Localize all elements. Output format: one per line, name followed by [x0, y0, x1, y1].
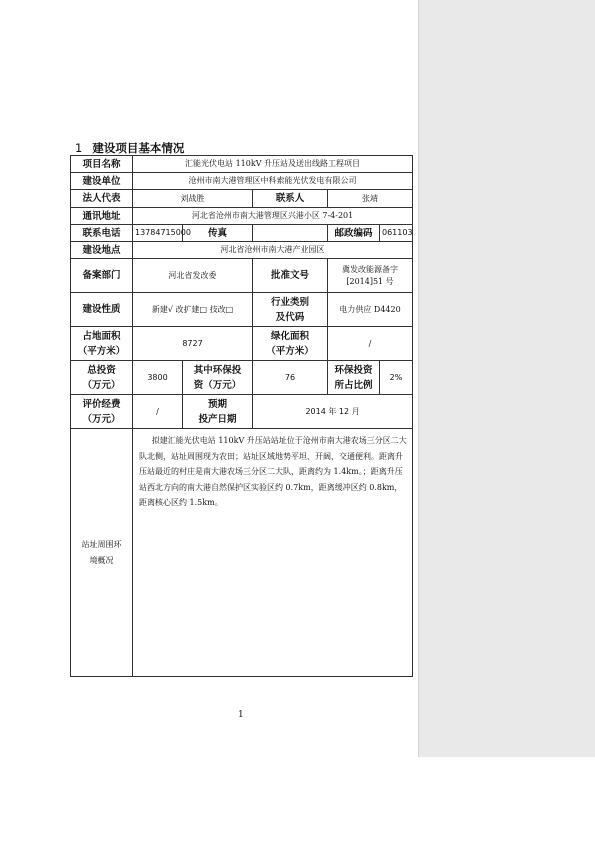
phone-value: 13784715000 [133, 225, 183, 242]
table-row [71, 361, 413, 395]
legal-rep-label: 法人代表 [71, 190, 133, 208]
eval-label-line-2: （万元） [82, 413, 121, 425]
section-title: 建设项目基本情况 [92, 141, 185, 155]
table-row [71, 242, 413, 259]
filing-label: 备案部门 [71, 259, 133, 293]
env-investment-value: 76 [253, 361, 328, 395]
postal-value: 061103 [380, 225, 413, 242]
env-investment-label [183, 361, 253, 395]
surroundings-text: 拟建汇能光伏电站 110kV 升压站站址位于沧州市南大港农场三分区二大队北侧，站址周围现为农田；站址区域地势平坦、开阔，交通便利。距离升压站最近的村庄是南大港农场三分区二大队，距离约为 1.4km。；距离升压站西北方向的南大港自然保护区实验区约 0.7km，距离缓冲区约 0.8km，距离核心区约 1.5km。 [139, 436, 407, 507]
date-label-line-2: 投产日期 [198, 413, 237, 425]
investment-value: 3800 [133, 361, 183, 395]
green-label-line-2: （平方米） [266, 345, 314, 357]
table-row [71, 156, 413, 173]
surroundings-label [71, 429, 133, 677]
area-value: 8727 [133, 327, 253, 361]
table-row [71, 173, 413, 190]
production-date-label [183, 395, 253, 429]
eval-label-line-1: 评价经费 [82, 398, 121, 410]
green-area-label [253, 327, 328, 361]
legal-rep-value: 刘战胜 [133, 190, 253, 208]
surroundings-label-line-2: 境概况 [89, 555, 114, 565]
surroundings-label-line-1: 站址周围环 [81, 539, 122, 549]
industry-label-line-1: 行业类别 [270, 296, 309, 308]
fax-label: 传真 [183, 225, 253, 242]
table-row [71, 395, 413, 429]
table-row [71, 225, 413, 242]
eval-fee-label [71, 395, 133, 429]
approval-value [328, 259, 413, 293]
eval-fee-value: / [133, 395, 183, 429]
investment-label-line-1: 总投资 [87, 364, 116, 376]
table-row [71, 259, 413, 293]
area-label-line-1: 占地面积 [82, 330, 121, 342]
nature-value: 新建√ 改扩建□ 技改□ [133, 293, 253, 327]
contact-label: 联系人 [253, 190, 328, 208]
approval-line-1: 冀发改能源备字 [342, 264, 399, 274]
table-row [71, 429, 413, 677]
section-heading [75, 140, 184, 156]
industry-value: 电力供应 D4420 [328, 293, 413, 327]
location-value: 河北省沧州市南大港产业园区 [133, 242, 413, 259]
green-area-value: / [328, 327, 413, 361]
env-ratio-label [328, 361, 380, 395]
ratio-label-line-2: 所占比例 [334, 379, 373, 391]
green-label-line-1: 绿化面积 [270, 330, 309, 342]
filing-value: 河北省发改委 [133, 259, 253, 293]
approval-label: 批准文号 [253, 259, 328, 293]
address-label: 通讯地址 [71, 208, 133, 225]
surroundings-description [133, 429, 413, 677]
table-row [71, 190, 413, 208]
fax-value [253, 225, 328, 242]
section-number: 1 [75, 141, 83, 155]
investment-label-line-2: （万元） [82, 379, 121, 391]
investment-label [71, 361, 133, 395]
industry-label-line-2: 及代码 [275, 311, 305, 323]
construction-unit-value: 沧州市南大港管理区中科索能光伏发电有限公司 [133, 173, 413, 190]
sidebar-divider [418, 0, 419, 757]
project-info-table [70, 155, 413, 677]
env-ratio-value: 2% [380, 361, 413, 395]
table-row [71, 208, 413, 225]
project-name-label: 项目名称 [71, 156, 133, 173]
nature-label: 建设性质 [71, 293, 133, 327]
production-date-value: 2014 年 12 月 [253, 395, 413, 429]
date-label-line-1: 预期 [207, 398, 227, 410]
contact-value: 张靖 [328, 190, 413, 208]
postal-label: 邮政编码 [328, 225, 380, 242]
page-number: 1 [238, 710, 244, 720]
phone-label: 联系电话 [71, 225, 133, 242]
approval-line-2: [2014]51 号 [346, 276, 394, 286]
comment-sidebar [418, 0, 595, 757]
table-row [71, 293, 413, 327]
area-label [71, 327, 133, 361]
industry-label [253, 293, 328, 327]
area-label-line-2: （平方米） [77, 345, 126, 357]
location-label: 建设地点 [71, 242, 133, 259]
address-value: 河北省沧州市南大港管理区兴港小区 7-4-201 [133, 208, 413, 225]
table-row [71, 327, 413, 361]
project-name-value: 汇能光伏电站 110kV 升压站及送出线路工程项目 [133, 156, 413, 173]
ratio-label-line-1: 环保投资 [334, 364, 373, 376]
env-label-line-2: 资（万元） [193, 379, 242, 391]
env-label-line-1: 其中环保投 [193, 364, 242, 376]
construction-unit-label: 建设单位 [71, 173, 133, 190]
